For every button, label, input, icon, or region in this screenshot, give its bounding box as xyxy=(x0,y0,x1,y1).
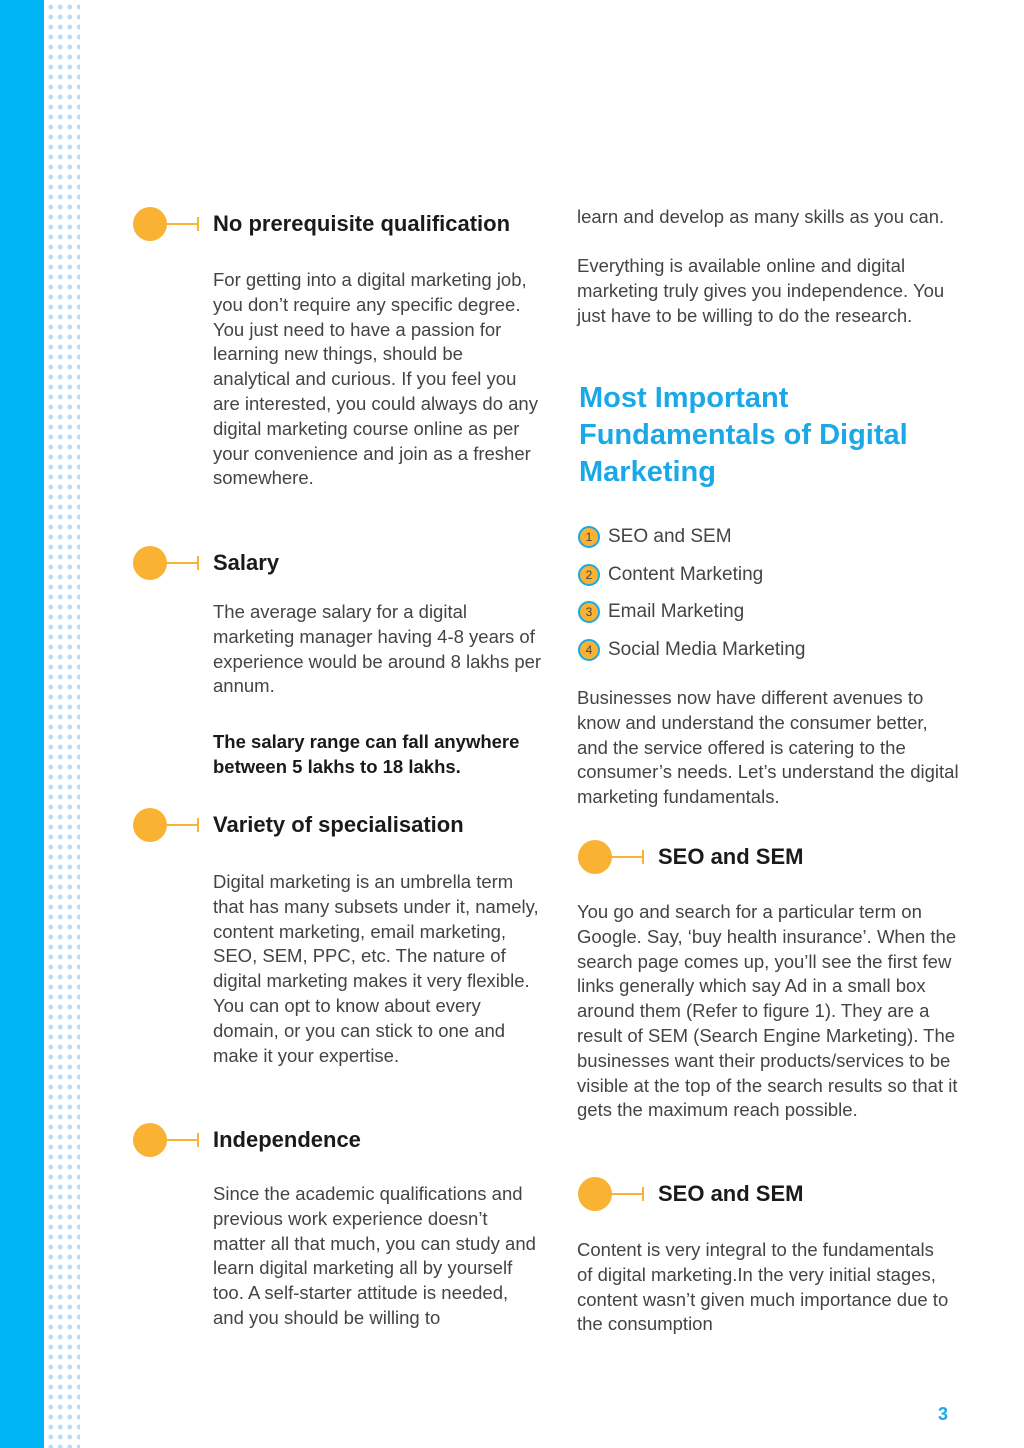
fundamentals-list xyxy=(578,518,805,669)
bullet-marker-icon xyxy=(133,808,201,842)
heading-text: Variety of specialisation xyxy=(213,812,464,837)
section-heading-independence xyxy=(133,1123,361,1157)
list-item-label: Social Media Marketing xyxy=(608,638,806,660)
paragraph-salary: The average salary for a digital marketing manager having 4-8 years of experience would be around 8 lakhs per annum. xyxy=(213,601,542,697)
section-heading-qualification xyxy=(133,207,510,241)
paragraph-independence: Since the academic qualifications and previous work experience doesn’t matter all that much, you can study and learn digital marketing all by yourself too. A self-starter attitude is needed, and you should be willing to xyxy=(213,1183,536,1328)
paragraph-specialisation: Digital marketing is an umbrella term that has many subsets under it, namely, content marketing, email marketing, SEO, SEM, PPC, etc. The nature of digital marketing makes it very flexible. You can opt to know about every domain, or you can stick to one and make it your expertise. xyxy=(213,871,539,1066)
number-badge-icon: 4 xyxy=(578,639,600,661)
heading-text: Salary xyxy=(213,550,280,575)
list-item xyxy=(578,593,805,631)
section-title: Most Important Fundamentals of Digital Marketing xyxy=(579,382,908,488)
list-item-label: Email Marketing xyxy=(608,601,745,623)
section-heading-salary xyxy=(133,546,279,580)
paragraph-continuation: learn and develop as many skills as you can. xyxy=(577,206,945,227)
paragraph-salary-emphasis: The salary range can fall anywhere between 5 lakhs to 18 lakhs. xyxy=(213,731,520,777)
section-heading-specialisation xyxy=(133,808,464,842)
paragraph-content: Content is very integral to the fundamentals of digital marketing.In the very initial stages, content wasn’t given much importance due to the consumption xyxy=(577,1239,949,1335)
list-item xyxy=(578,631,805,669)
number-badge-icon: 3 xyxy=(578,601,600,623)
heading-text: SEO and SEM xyxy=(658,1181,804,1206)
list-item-label: SEO and SEM xyxy=(608,525,732,547)
bullet-marker-icon xyxy=(133,1123,201,1157)
list-item xyxy=(578,518,805,556)
side-accent-bar xyxy=(0,0,44,1448)
number-badge-icon: 2 xyxy=(578,564,600,586)
heading-text: Independence xyxy=(213,1127,361,1152)
bullet-marker-icon xyxy=(133,207,201,241)
paragraph-qualification: For getting into a digital marketing job, you don’t require any specific degree. You just need to have a passion for learning new things, should be analytical and curious. If you feel you are interested, you could always do any digital marketing course online as per your convenience and join as a fresher somewhere. xyxy=(213,269,538,489)
list-item-label: Content Marketing xyxy=(608,563,764,585)
page-number: 3 xyxy=(938,1404,949,1424)
dot-pattern xyxy=(44,0,80,1448)
paragraph-seo-sem: You go and search for a particular term on Google. Say, ‘buy health insurance’. When the search page comes up, you’ll see the first few links generally which say Ad in a small box around them (Refer to figure 1). They are a result of SEM (Search Engine Marketing). The businesses want their products/services to be visible at the top of the search results so that it gets the maximum reach possible. xyxy=(577,901,958,1121)
list-item xyxy=(578,556,805,594)
paragraph-summary: Businesses now have different avenues to know and understand the consumer better, and the service offered is catering to the consumer’s needs. Let’s understand the digital marketing fundamentals. xyxy=(577,687,959,808)
number-badge-icon: 1 xyxy=(578,526,600,548)
bullet-marker-icon xyxy=(133,546,201,580)
heading-text: SEO and SEM xyxy=(658,844,804,869)
section-heading-seo-sem xyxy=(578,840,803,874)
bullet-marker-icon xyxy=(578,1177,646,1211)
section-heading-seo-sem-2 xyxy=(578,1177,803,1211)
heading-text: No prerequisite qualification xyxy=(213,211,511,236)
bullet-marker-icon xyxy=(578,840,646,874)
paragraph-intro: Everything is available online and digital marketing truly gives you independence. You just have to be willing to do the research. xyxy=(577,255,945,326)
